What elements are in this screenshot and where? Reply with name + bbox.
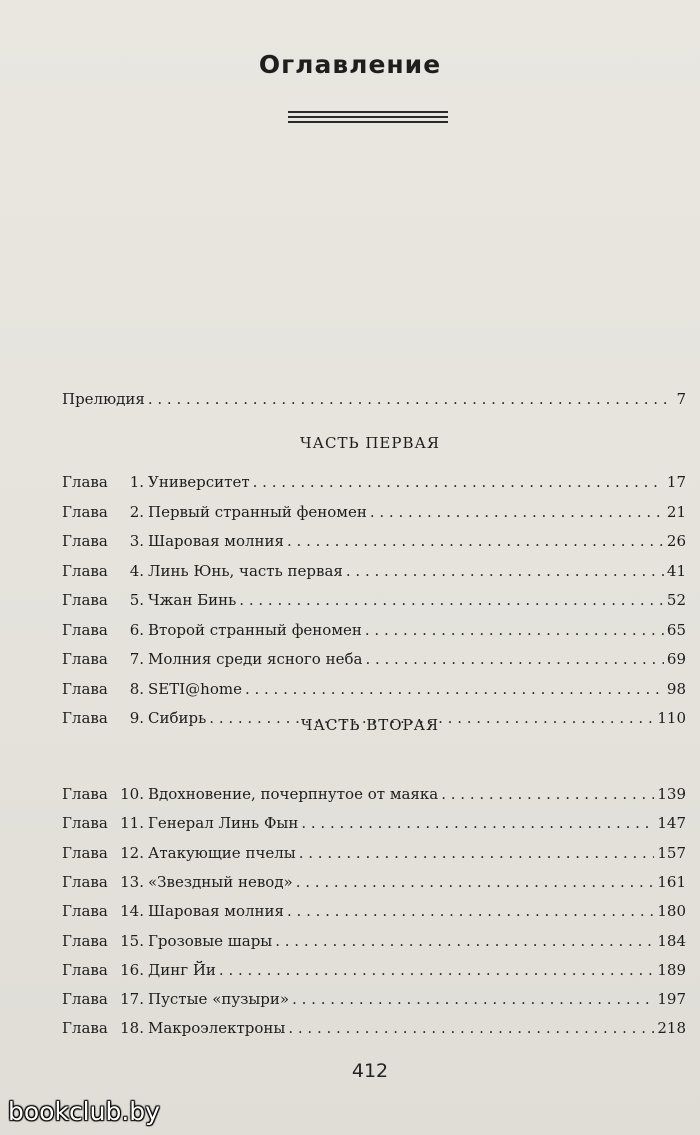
chapter-number: 13. [120,872,144,891]
entry-page: 197 [657,990,686,1009]
toc-entry [62,873,686,891]
chapter-word: Глава [62,990,108,1009]
toc-entry [62,473,686,491]
chapter-word: Глава [62,1019,108,1038]
leader-dots [275,932,654,950]
chapter-number: 1. [129,473,144,491]
entry-page: 157 [657,843,686,862]
watermark-logo: bookclub.by [8,1097,160,1126]
leader-dots [219,961,654,979]
chapter-word: Глава [62,709,108,727]
toc-entry [62,650,686,668]
entry-page: 189 [657,960,686,979]
title-rule-middle [288,116,448,118]
chapter-word: Глава [62,931,108,950]
leader-dots [346,562,664,580]
toc-entry [62,532,686,550]
leader-dots [301,814,654,832]
entry-title: Атакующие пчелы [148,843,296,862]
toc-entry-prelude [62,390,686,408]
entry-title: Линь Юнь, часть первая [148,561,343,580]
entry-title: Молния среди ясного неба [148,650,363,668]
chapter-number: 9. [129,709,144,727]
entry-page: 184 [657,931,686,950]
leader-dots [296,873,655,891]
toc-entry [62,680,686,698]
title-rule-top [288,111,448,113]
entry-page: 98 [666,679,686,698]
chapter-number: 16. [120,960,144,979]
entry-title: Сибирь [148,709,207,727]
entry-title: Макроэлектроны [148,1019,286,1038]
chapter-number: 7. [129,650,144,668]
entry-title: Генерал Линь Фын [148,814,299,833]
entry-page: 26 [666,532,686,550]
entry-title: SETI@home [148,679,242,698]
chapter-number: 17. [120,990,144,1009]
chapter-word: Глава [62,561,108,580]
chapter-number: 4. [129,561,144,580]
leader-dots [292,990,654,1008]
leader-dots [365,650,663,668]
chapter-number: 14. [120,902,144,921]
title-rule-bottom [288,121,448,123]
leader-dots [299,844,655,862]
entry-title: Первый странный феномен [148,502,367,521]
entry-title: Грозовые шары [148,931,273,950]
leader-dots [370,503,664,521]
toc-entry [62,591,686,609]
chapter-word: Глава [62,814,108,833]
chapter-number: 8. [129,679,144,698]
leader-dots [287,902,654,920]
entry-page: 147 [657,814,686,833]
chapter-word: Глава [62,872,108,891]
leader-dots [365,621,664,639]
toc-entry [62,932,686,950]
chapter-word: Глава [62,591,108,609]
entry-title: Пустые «пузыри» [148,990,290,1009]
entry-title: Второй странный феномен [148,620,362,639]
chapter-number: 2. [129,502,144,521]
chapter-word: Глава [62,902,108,921]
leader-dots [287,532,664,550]
toc-entry [62,902,686,920]
entry-title: Прелюдия [62,390,145,408]
leader-dots [441,785,654,803]
entry-page: 41 [666,561,686,580]
entry-page: 21 [666,502,686,521]
entry-page: 65 [666,620,686,639]
part-heading-2: ЧАСТЬ ВТОРАЯ [300,716,440,734]
chapter-number: 5. [129,591,144,609]
entry-page: 69 [666,650,686,668]
chapter-word: Глава [62,473,108,491]
chapter-word: Глава [62,650,108,668]
part-heading-1: ЧАСТЬ ПЕРВАЯ [300,434,440,452]
toc-entry [62,1019,686,1037]
toc-entry [62,503,686,521]
entry-page: 218 [657,1019,686,1038]
leader-dots [288,1019,654,1037]
toc-entry [62,814,686,832]
chapter-number: 10. [120,785,144,803]
entry-title: Динг Йи [148,960,216,979]
chapter-number: 3. [129,532,144,550]
chapter-word: Глава [62,960,108,979]
entry-title: Шаровая молния [148,532,284,550]
chapter-word: Глава [62,785,108,803]
chapter-word: Глава [62,620,108,639]
chapter-word: Глава [62,843,108,862]
chapter-number: 6. [129,620,144,639]
toc-entry [62,961,686,979]
entry-page: 7 [676,390,686,408]
entry-title: Чжан Бинь [148,591,237,609]
page-number: 412 [351,1060,389,1082]
leader-dots [239,591,664,609]
entry-title: Вдохновение, почерпнутое от маяка [148,785,439,803]
entry-page: 180 [657,902,686,921]
entry-page: 161 [657,872,686,891]
entry-page: 110 [657,709,686,727]
chapter-number: 12. [120,843,144,862]
chapter-word: Глава [62,532,108,550]
leader-dots [245,680,664,698]
toc-entry [62,621,686,639]
entry-page: 52 [666,591,686,609]
toc-entry [62,785,686,803]
toc-entry [62,844,686,862]
entry-title: Университет [148,473,250,491]
entry-title: Шаровая молния [148,902,284,921]
chapter-number: 11. [120,814,144,833]
chapter-number: 15. [120,931,144,950]
entry-title: «Звездный невод» [148,872,293,891]
chapter-number: 18. [120,1019,144,1038]
toc-entry [62,562,686,580]
chapter-word: Глава [62,679,108,698]
page-title: Оглавление [258,50,442,79]
chapter-word: Глава [62,502,108,521]
leader-dots [253,473,664,491]
entry-page: 139 [657,785,686,803]
entry-page: 17 [666,473,686,491]
leader-dots [148,390,674,408]
toc-entry [62,990,686,1008]
